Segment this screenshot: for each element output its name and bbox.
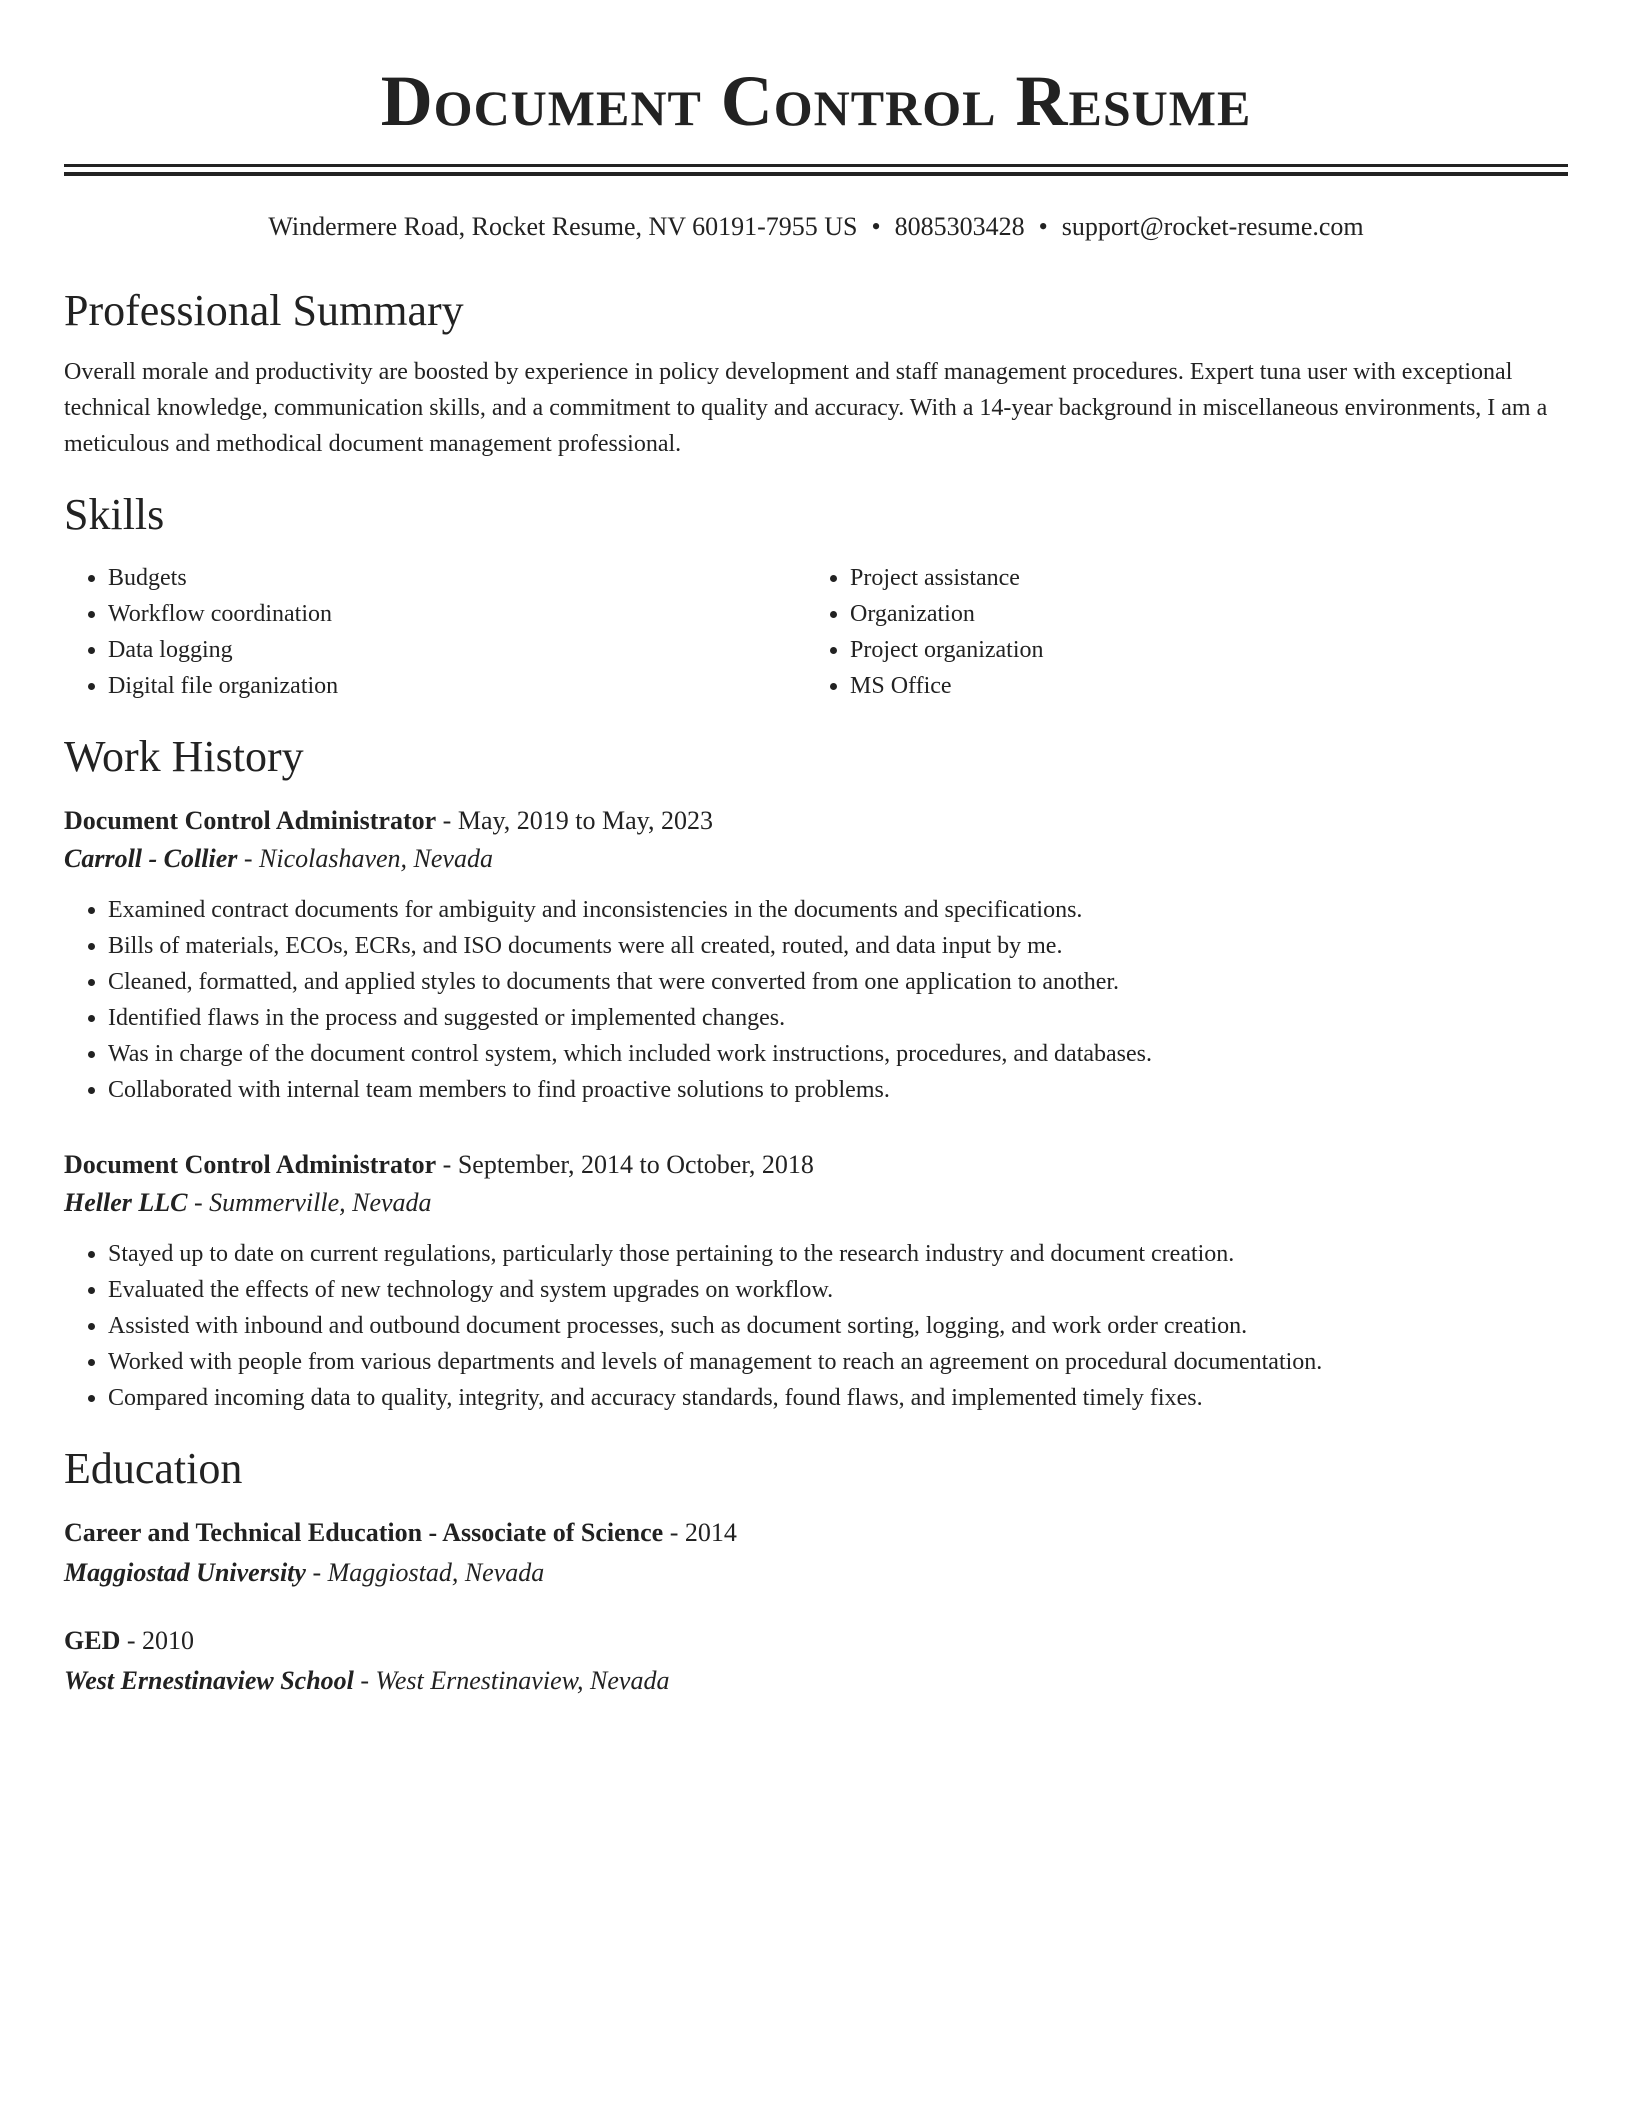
skill-item: • Digital file organization	[108, 668, 806, 704]
job-duty: • Was in charge of the document control system, which included work instructions, procedures, and databases.	[108, 1036, 1568, 1072]
education-degree: Career and Technical Education - Associate of Science	[64, 1518, 664, 1547]
education-school-line	[64, 1554, 1568, 1592]
job-location: - Summerville, Nevada	[187, 1188, 432, 1217]
title-divider	[64, 164, 1568, 176]
job-duty: • Stayed up to date on current regulations, particularly those pertaining to the research industry and document creation.	[108, 1236, 1568, 1272]
skills-list	[64, 560, 1568, 704]
job-duty: • Collaborated with internal team members to find proactive solutions to problems.	[108, 1072, 1568, 1108]
education-heading: Education	[64, 1444, 243, 1493]
education-location: - West Ernestinaview, Nevada	[353, 1666, 670, 1695]
education-degree-line	[64, 1514, 1568, 1552]
contact-separator: •	[871, 212, 881, 241]
education-entry	[64, 1514, 1568, 1592]
job-location: - Nicolashaven, Nevada	[237, 844, 493, 873]
job-employer	[64, 840, 1568, 878]
education-year: - 2014	[663, 1518, 737, 1547]
job-duties	[64, 1236, 1568, 1416]
summary-text: Overall morale and productivity are boosted by experience in policy development and staff management procedures. Expert tuna user with exceptional technical knowledge, communication skills, and a commitment to quality and accuracy. With a 14-year background in miscellaneous environments, I am a meticulous and methodical document management professional.	[64, 359, 1548, 457]
summary-heading: Professional Summary	[64, 286, 464, 335]
job-duty: • Cleaned, formatted, and applied styles to documents that were converted from one application to another.	[108, 964, 1568, 1000]
education-school-line	[64, 1662, 1568, 1700]
job-entry	[64, 1146, 1568, 1416]
job-duty: • Assisted with inbound and outbound document processes, such as document sorting, logging, and work order creation.	[108, 1308, 1568, 1344]
skill-item: • Organization	[850, 596, 1548, 632]
education-school: West Ernestinaview School	[64, 1666, 354, 1695]
job-header	[64, 1146, 1568, 1184]
skill-item: • Workflow coordination	[108, 596, 806, 632]
job-header	[64, 802, 1568, 840]
skills-column-left	[64, 560, 806, 704]
job-duty: • Bills of materials, ECOs, ECRs, and ISO documents were all created, routed, and data input by me.	[108, 928, 1568, 964]
skill-item: • Data logging	[108, 632, 806, 668]
work-history-heading: Work History	[64, 732, 304, 781]
job-dates: - May, 2019 to May, 2023	[436, 806, 713, 835]
job-entry	[64, 802, 1568, 1108]
job-company: Carroll - Collier	[64, 844, 238, 873]
contact-separator: •	[1038, 212, 1048, 241]
job-employer	[64, 1184, 1568, 1222]
education-degree-line	[64, 1622, 1568, 1660]
job-title: Document Control Administrator	[64, 806, 437, 835]
education-entry	[64, 1622, 1568, 1700]
job-duties	[64, 892, 1568, 1108]
skill-item: • MS Office	[850, 668, 1548, 704]
job-duty: • Compared incoming data to quality, integrity, and accuracy standards, found flaws, and implemented timely fixes.	[108, 1380, 1568, 1416]
job-dates: - September, 2014 to October, 2018	[436, 1150, 814, 1179]
resume-title: Document Control Resume	[380, 61, 1252, 141]
contact-line	[64, 210, 1568, 244]
job-duty: • Examined contract documents for ambiguity and inconsistencies in the documents and specifications.	[108, 892, 1568, 928]
job-duty: • Worked with people from various departments and levels of management to reach an agreement on procedural documentation.	[108, 1344, 1568, 1380]
education-school: Maggiostad University	[64, 1558, 306, 1587]
education-year: - 2010	[120, 1626, 195, 1655]
job-company: Heller LLC	[64, 1188, 188, 1217]
job-duty: • Evaluated the effects of new technology and system upgrades on workflow.	[108, 1272, 1568, 1308]
skill-item: • Project assistance	[850, 560, 1548, 596]
job-duty: • Identified flaws in the process and suggested or implemented changes.	[108, 1000, 1568, 1036]
contact-address: Windermere Road, Rocket Resume, NV 60191-7955 US	[268, 212, 858, 241]
skill-item: • Project organization	[850, 632, 1548, 668]
education-degree: GED	[64, 1626, 121, 1655]
skills-heading: Skills	[64, 490, 165, 539]
skills-column-right	[806, 560, 1548, 704]
contact-phone: 8085303428	[894, 212, 1025, 241]
job-title: Document Control Administrator	[64, 1150, 437, 1179]
skill-item: • Budgets	[108, 560, 806, 596]
education-location: - Maggiostad, Nevada	[305, 1558, 545, 1587]
contact-email: support@rocket-resume.com	[1061, 212, 1364, 241]
